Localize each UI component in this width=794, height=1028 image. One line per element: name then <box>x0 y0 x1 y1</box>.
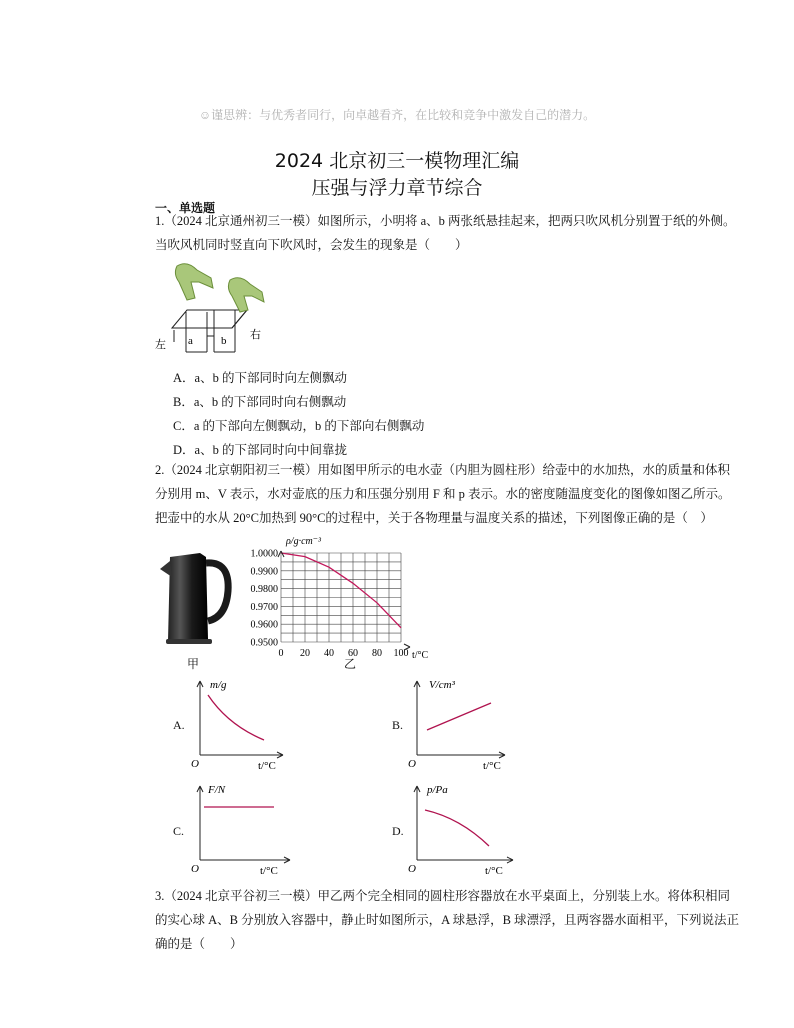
q1-option-a: A．a、b 的下部同时向左侧飘动 <box>173 371 347 385</box>
q3-line3: 确的是（ ） <box>155 937 243 951</box>
page-title: 2024 北京初三一模物理汇编 <box>274 150 520 172</box>
graph-d-curve <box>425 810 489 846</box>
x-tick-label: 100 <box>393 648 409 659</box>
y-tick-label: 1.0000 <box>250 548 278 560</box>
page-subtitle: 压强与浮力章节综合 <box>311 177 483 199</box>
fig-yi-label: 乙 <box>344 657 357 671</box>
fig-jia-label: 甲 <box>187 657 200 671</box>
graph-d-xlabel: t/°C <box>485 865 503 877</box>
paper-b-label: b <box>221 335 227 347</box>
paper-a-label: a <box>188 335 193 347</box>
q1-figure <box>152 258 282 358</box>
graph-c-xlabel: t/°C <box>260 865 278 877</box>
x-tick-label: 60 <box>348 648 358 659</box>
x-tick-label: 80 <box>372 648 382 659</box>
graph-a-xlabel: t/°C <box>258 760 276 772</box>
y-tick-label: 0.9800 <box>250 584 278 596</box>
graph-c-origin: O <box>191 863 199 875</box>
graph-b-letter: B. <box>392 718 404 732</box>
right-label: 右 <box>250 329 261 341</box>
q1-option-c: C．a 的下部向左侧飘动，b 的下部向右侧飘动 <box>173 419 425 433</box>
y-tick-label: 0.9600 <box>250 619 278 631</box>
q1-line2: 当吹风机同时竖直向下吹风时，会发生的现象是（ ） <box>155 238 468 252</box>
graph-d-origin: O <box>408 863 416 875</box>
graph-b <box>405 675 515 775</box>
q1-option-b: B．a、b 的下部同时向右侧飘动 <box>173 395 347 409</box>
graph-c-letter: C. <box>173 824 185 838</box>
graph-a <box>188 675 288 775</box>
chart-ylabel: ρ/g·cm⁻³ <box>286 536 322 547</box>
graph-a-origin: O <box>191 758 199 770</box>
graph-b-origin: O <box>408 758 416 770</box>
x-tick-label: 20 <box>300 648 310 659</box>
density-chart <box>242 535 442 667</box>
kettle-image <box>156 547 236 647</box>
graph-a-letter: A. <box>173 718 185 732</box>
header-quote: ☺谨思辨：与优秀者同行，向卓越看齐，在比较和竞争中激发自己的潜力。 <box>198 108 596 122</box>
graph-a-ylabel: m/g <box>210 679 227 691</box>
graph-d <box>405 780 520 880</box>
q1-option-d: D．a、b 的下部同时向中间靠拢 <box>173 443 347 457</box>
chart-xlabel: t/°C <box>412 650 429 661</box>
graph-b-ylabel: V/cm³ <box>429 679 455 691</box>
q3-line2: 的实心球 A、B 分别放入容器中，静止时如图所示，A 球悬浮，B 球漂浮，且两容器水面相平，下列说法正 <box>155 913 740 927</box>
graph-a-curve <box>208 695 264 740</box>
q3-line1: 3.（2024 北京平谷初三一模）甲乙两个完全相同的圆柱形容器放在水平桌面上，分别装上水。将体积相同 <box>155 889 731 903</box>
y-tick-label: 0.9500 <box>250 637 278 649</box>
graph-b-curve <box>427 703 491 730</box>
left-label: 左 <box>155 339 166 351</box>
q1-line1: 1.（2024 北京通州初三一模）如图所示，小明将 a、b 两张纸悬挂起来，把两只吹风机分别置于纸的外侧。 <box>155 214 736 228</box>
x-tick-label: 40 <box>324 648 334 659</box>
q2-line3: 把壶中的水从 20°C加热到 90°C的过程中，关于各物理量与温度关系的描述，下列图像正确的是（ ） <box>155 511 713 525</box>
section-heading: 一、单选题 <box>155 201 216 215</box>
graph-b-xlabel: t/°C <box>483 760 501 772</box>
graph-d-ylabel: p/Pa <box>427 784 448 796</box>
hair-dryer-icon <box>175 264 264 312</box>
graph-d-letter: D. <box>392 824 404 838</box>
y-tick-label: 0.9700 <box>250 601 278 613</box>
graph-c <box>188 780 298 880</box>
x-tick-label: 0 <box>278 648 284 659</box>
q2-line1: 2.（2024 北京朝阳初三一模）用如图甲所示的电水壶（内胆为圆柱形）给壶中的水加热，水的质量和体积 <box>155 463 731 477</box>
graph-c-ylabel: F/N <box>208 784 226 796</box>
q2-line2: 分别用 m、V 表示，水对壶底的压力和压强分别用 F 和 p 表示。水的密度随温度变化的图像如图乙所示。 <box>155 487 731 501</box>
y-tick-label: 0.9900 <box>250 566 278 578</box>
